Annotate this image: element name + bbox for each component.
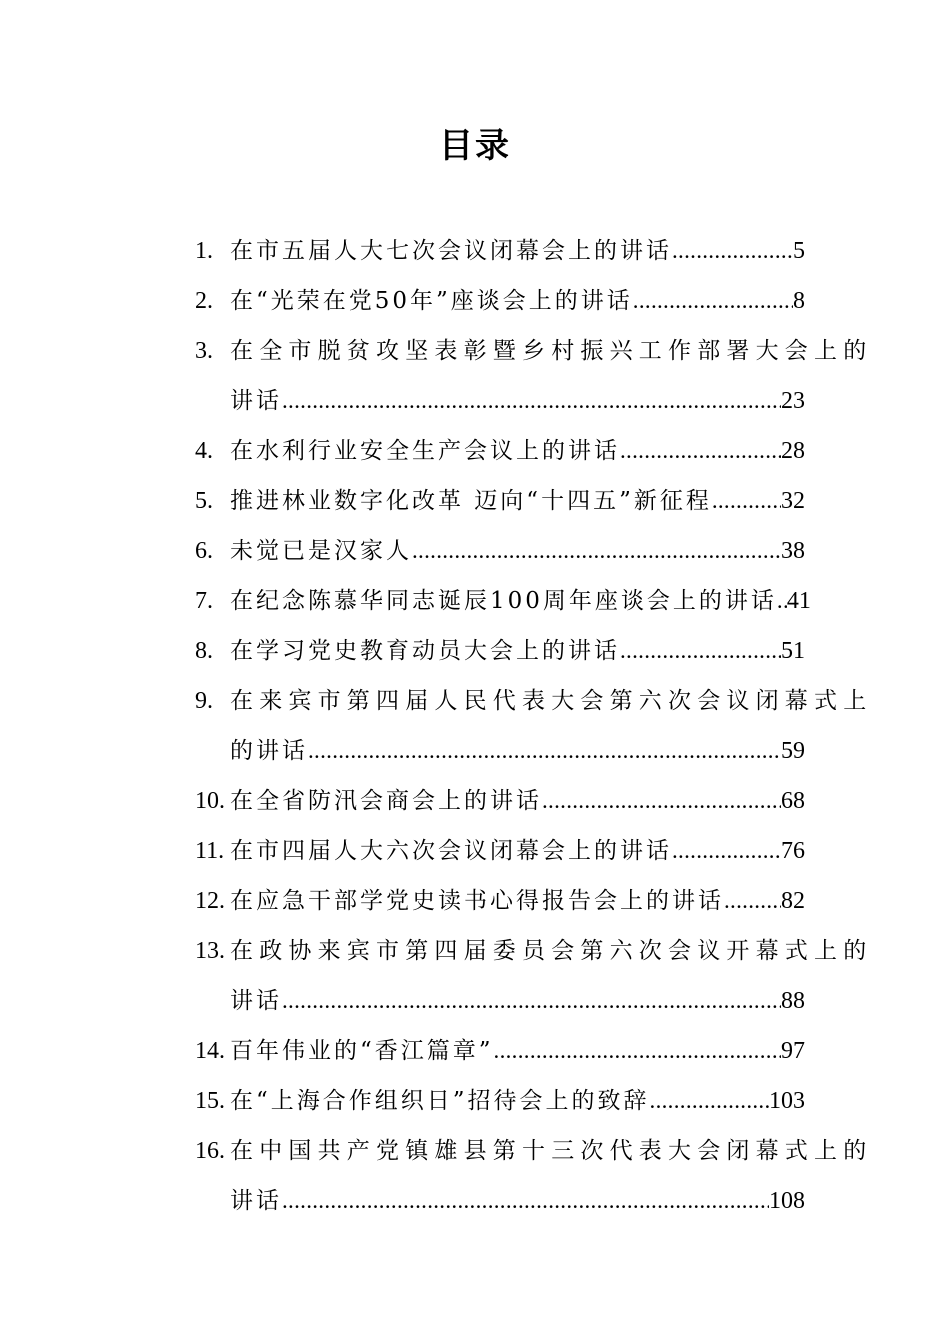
toc-page-number: 28 bbox=[781, 438, 805, 464]
page-title: 目录 bbox=[439, 126, 511, 166]
toc-entry-title: 在中国共产党镇雄县第十三次代表大会闭幕式上的 bbox=[230, 1138, 873, 1164]
toc-entry[interactable] bbox=[195, 876, 805, 926]
toc-page-number: 88 bbox=[781, 988, 805, 1014]
toc-entry[interactable] bbox=[195, 926, 873, 1026]
toc-dot-leader bbox=[308, 726, 781, 776]
toc-entry-line bbox=[195, 726, 805, 776]
toc-entry-number: 9. bbox=[195, 688, 213, 714]
toc-entry-line bbox=[195, 276, 805, 326]
toc-entry[interactable] bbox=[195, 426, 805, 476]
toc-page-number: 108 bbox=[769, 1188, 805, 1214]
toc-dot-leader bbox=[412, 526, 781, 576]
toc-entry-title: 在来宾市第四届人民代表大会第六次会议闭幕式上 bbox=[230, 688, 873, 714]
toc-entry-line bbox=[195, 826, 805, 876]
toc-entry[interactable] bbox=[195, 476, 805, 526]
toc-entry-number: 1. bbox=[195, 238, 213, 264]
toc-dot-leader bbox=[633, 276, 793, 326]
toc-page-number: 103 bbox=[769, 1088, 805, 1114]
toc-entry-title: 讲话 bbox=[230, 1188, 282, 1214]
toc-entry-title: 在学习党史教育动员大会上的讲话 bbox=[230, 638, 620, 664]
toc-dot-leader bbox=[282, 1176, 769, 1226]
toc-entry-title: 在全市脱贫攻坚表彰暨乡村振兴工作部署大会上的 bbox=[230, 338, 873, 364]
toc-entry-number: 2. bbox=[195, 288, 213, 314]
toc-page-number: 38 bbox=[781, 538, 805, 564]
toc-entry-line bbox=[195, 676, 873, 726]
toc-entry-title: 在市五届人大七次会议闭幕会上的讲话 bbox=[230, 238, 672, 264]
toc-entry-line bbox=[195, 876, 805, 926]
toc-dot-leader bbox=[282, 976, 781, 1026]
toc-entry-line bbox=[195, 1076, 805, 1126]
toc-entry-number: 5. bbox=[195, 488, 213, 514]
table-of-contents bbox=[195, 226, 873, 1226]
toc-page-number: 32 bbox=[781, 488, 805, 514]
toc-dot-leader bbox=[494, 1026, 781, 1076]
toc-dot-leader bbox=[620, 626, 781, 676]
toc-entry[interactable] bbox=[195, 576, 811, 626]
toc-entry[interactable] bbox=[195, 276, 805, 326]
toc-entry-line bbox=[195, 376, 805, 426]
toc-entry-line bbox=[195, 576, 811, 626]
toc-dot-leader bbox=[282, 376, 781, 426]
toc-page-number: 5 bbox=[793, 238, 805, 264]
toc-page-number: 97 bbox=[781, 1038, 805, 1064]
toc-page-number: 23 bbox=[781, 388, 805, 414]
toc-entry-line bbox=[195, 926, 873, 976]
toc-entry[interactable] bbox=[195, 326, 873, 426]
toc-entry-number: 13. bbox=[195, 938, 225, 964]
toc-entry-number: 12. bbox=[195, 888, 225, 914]
toc-entry-title: 在市四届人大六次会议闭幕会上的讲话 bbox=[230, 838, 672, 864]
toc-entry-number: 7. bbox=[195, 588, 213, 614]
toc-entry-title: 在“上海合作组织日”招待会上的致辞 bbox=[230, 1088, 650, 1114]
toc-entry-title: 讲话 bbox=[230, 988, 282, 1014]
toc-entry-number: 11. bbox=[195, 838, 225, 864]
toc-page-number: 51 bbox=[781, 638, 805, 664]
toc-entry-line bbox=[195, 476, 805, 526]
toc-entry-title: 在纪念陈慕华同志诞辰100周年座谈会上的讲话 bbox=[230, 588, 777, 614]
toc-page-number: 76 bbox=[781, 838, 805, 864]
toc-entry-line bbox=[195, 1176, 805, 1226]
toc-page-number: 8 bbox=[793, 288, 805, 314]
toc-page-number: 41 bbox=[786, 588, 811, 614]
toc-dot-leader bbox=[620, 426, 781, 476]
toc-entry-line bbox=[195, 1026, 805, 1076]
toc-entry-line bbox=[195, 626, 805, 676]
toc-entry[interactable] bbox=[195, 826, 805, 876]
toc-entry-line bbox=[195, 226, 805, 276]
toc-entry-title: 百年伟业的“香江篇章” bbox=[230, 1038, 494, 1064]
toc-entry-title: 在水利行业安全生产会议上的讲话 bbox=[230, 438, 620, 464]
toc-entry[interactable] bbox=[195, 1076, 805, 1126]
toc-entry-line bbox=[195, 976, 805, 1026]
toc-entry-title: 未觉已是汉家人 bbox=[230, 538, 412, 564]
toc-entry[interactable] bbox=[195, 676, 873, 776]
toc-entry-title: 讲话 bbox=[230, 388, 282, 414]
toc-entry-line bbox=[195, 426, 805, 476]
toc-page-number: 59 bbox=[781, 738, 805, 764]
toc-dot-leader bbox=[672, 826, 781, 876]
toc-entry-title: 在全省防汛会商会上的讲话 bbox=[230, 788, 542, 814]
toc-entry[interactable] bbox=[195, 776, 805, 826]
toc-entry-title: 在应急干部学党史读书心得报告会上的讲话 bbox=[230, 888, 724, 914]
toc-entry[interactable] bbox=[195, 626, 805, 676]
toc-entry-number: 3. bbox=[195, 338, 213, 364]
toc-entry-line bbox=[195, 776, 805, 826]
toc-entry[interactable] bbox=[195, 1126, 873, 1226]
toc-entry-title: 推进林业数字化改革 迈向“十四五”新征程 bbox=[230, 488, 712, 514]
toc-entry-line bbox=[195, 326, 873, 376]
toc-entry-line bbox=[195, 526, 805, 576]
toc-entry-number: 6. bbox=[195, 538, 213, 564]
toc-entry-number: 16. bbox=[195, 1138, 225, 1164]
toc-entry-title: 的讲话 bbox=[230, 738, 308, 764]
toc-entry[interactable] bbox=[195, 1026, 805, 1076]
toc-dot-leader bbox=[724, 876, 781, 926]
toc-entry-number: 14. bbox=[195, 1038, 225, 1064]
toc-page-number: 82 bbox=[781, 888, 805, 914]
toc-entry-line bbox=[195, 1126, 873, 1176]
toc-dot-leader bbox=[650, 1076, 769, 1126]
toc-entry-title: 在政协来宾市第四届委员会第六次会议开幕式上的 bbox=[230, 938, 873, 964]
toc-entry[interactable] bbox=[195, 526, 805, 576]
toc-entry-number: 10. bbox=[195, 788, 225, 814]
toc-dot-leader bbox=[672, 226, 793, 276]
toc-entry-number: 15. bbox=[195, 1088, 225, 1114]
toc-dot-leader bbox=[542, 776, 781, 826]
toc-entry[interactable] bbox=[195, 226, 805, 276]
toc-entry-number: 4. bbox=[195, 438, 213, 464]
toc-dot-leader bbox=[712, 476, 781, 526]
toc-entry-number: 8. bbox=[195, 638, 213, 664]
toc-page-number: 68 bbox=[781, 788, 805, 814]
toc-dot-leader bbox=[777, 576, 787, 626]
toc-entry-title: 在“光荣在党50年”座谈会上的讲话 bbox=[230, 288, 633, 314]
